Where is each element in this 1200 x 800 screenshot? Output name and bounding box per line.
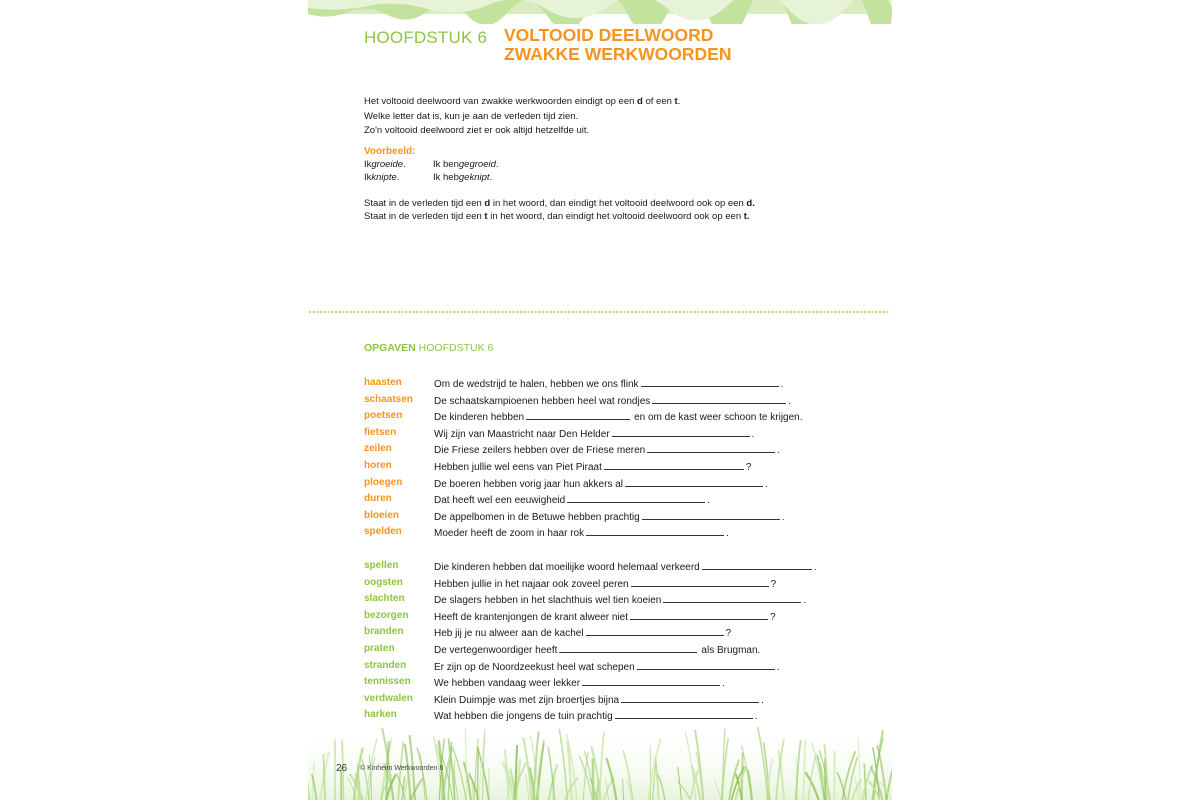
exercise-verb: spelden xyxy=(364,526,402,538)
exercise-sentence-end: . xyxy=(751,428,755,440)
rule-t: Staat in de verleden tijd een t in het woord, dan eindigt het voltooid deelwoord ook op een t. xyxy=(364,211,750,222)
exercise-sentence-end: . xyxy=(781,511,785,523)
answer-blank[interactable] xyxy=(526,409,630,420)
exercise-sentence-end: ? xyxy=(725,628,732,640)
answer-blank[interactable] xyxy=(630,609,768,620)
example-heading: Voorbeeld: xyxy=(364,146,416,157)
rule-d: Staat in de verleden tijd een d in het woord, dan eindigt het voltooid deelwoord ook op een d. xyxy=(364,198,755,209)
exercise-verb: harken xyxy=(364,709,397,721)
footer-copyright: © Kinheim Werkwoorden 8 xyxy=(360,765,444,772)
exercise-verb: bezorgen xyxy=(364,609,409,621)
exercise-sentence-start: Wij zijn van Maastricht naar Den Helder xyxy=(434,428,610,440)
exercise-sentence-end: als Brugman. xyxy=(701,645,761,656)
exercise-verb: tennissen xyxy=(364,676,411,688)
exercise-sentence-start: Moeder heeft de zoom in haar rok xyxy=(434,528,585,540)
answer-blank[interactable] xyxy=(663,592,801,603)
exercise-sentence-end: . xyxy=(722,678,725,690)
exercise-sentence-end: . xyxy=(776,661,780,673)
answer-blank[interactable] xyxy=(612,426,750,437)
exercise-sentence-end: . xyxy=(754,711,758,723)
exercise-sentence-end: ? xyxy=(770,611,776,623)
answer-blank[interactable] xyxy=(637,659,775,670)
exercise-sentence-start: Klein Duimpje was met zijn broertjes bijna xyxy=(434,694,620,706)
exercise-verb: verdwalen xyxy=(364,692,413,704)
exercise-sentence-start: Hebben jullie in het najaar ook zoveel peren xyxy=(434,578,629,590)
exercise-sentence-start: De schaatskampioenen hebben heel wat rondjes xyxy=(434,395,651,407)
exercise-heading: OPGAVEN HOOFDSTUK 6 xyxy=(364,342,494,354)
document-page xyxy=(308,0,892,800)
answer-blank[interactable] xyxy=(625,476,763,487)
exercise-sentence-start: Heeft de krantenjongen de krant alweer niet xyxy=(434,611,629,623)
exercise-sentence xyxy=(434,642,760,658)
exercise-sentence-end: . xyxy=(726,528,729,540)
exercise-sentence xyxy=(434,409,803,425)
answer-blank[interactable] xyxy=(604,459,744,470)
example-row-1: Ikgroeide. Ik bengegroeid. xyxy=(364,159,499,170)
exercise-verb: branden xyxy=(364,626,404,638)
exercise-verb: poetsen xyxy=(364,410,403,422)
exercise-sentence xyxy=(434,509,784,525)
page-number: 26 xyxy=(336,763,348,774)
exercise-sentence-start: Hebben jullie wel eens van Piet Piraat xyxy=(434,462,602,473)
answer-blank[interactable] xyxy=(586,525,724,536)
answer-blank[interactable] xyxy=(582,675,720,686)
exercise-sentence xyxy=(434,659,779,675)
exercise-sentence-end: . xyxy=(813,562,817,573)
exercise-sentence xyxy=(434,393,791,409)
intro-line-3: Zo'n voltooid deelwoord ziet er ook altijd hetzelfde uit. xyxy=(364,125,590,136)
exercise-sentence xyxy=(434,426,754,442)
answer-blank[interactable] xyxy=(647,442,775,453)
bottom-grass-decoration xyxy=(308,725,892,800)
exercise-sentence xyxy=(434,609,776,625)
exercise-sentence-start: Heb jij je nu alweer aan de kachel xyxy=(434,628,584,640)
exercise-sentence-end: . xyxy=(803,595,807,607)
exercise-sentence-start: De kinderen hebben xyxy=(434,412,525,424)
exercise-sentence-start: Die kinderen hebben dat moeilijke woord helemaal verkeerd xyxy=(434,562,700,573)
exercise-verb: fietsen xyxy=(364,426,397,438)
top-grass-decoration xyxy=(308,0,892,24)
exercise-sentence xyxy=(434,692,764,708)
exercise-sentence-start: De appelbomen in de Betuwe hebben prachtig xyxy=(434,511,640,523)
exercise-sentence xyxy=(434,576,776,592)
exercise-verb: bloeien xyxy=(364,509,400,521)
exercise-sentence xyxy=(434,459,751,475)
exercise-sentence-end: ? xyxy=(745,462,752,473)
exercise-verb: praten xyxy=(364,643,395,654)
intro-line-2: Welke letter dat is, kun je aan de verleden tijd zien. xyxy=(364,110,579,122)
exercise-verb: duren xyxy=(364,493,392,505)
intro-paragraph xyxy=(364,95,864,139)
exercise-sentence-end: ? xyxy=(770,578,777,590)
chapter-title xyxy=(504,26,731,64)
exercise-sentence-start: Wat hebben die jongens de tuin prachtig xyxy=(434,711,613,723)
chapter-label: HOOFDSTUK 6 xyxy=(364,28,488,47)
exercise-verb: schaatsen xyxy=(364,393,413,405)
exercise-sentence-start: De slagers hebben in het slachthuis wel tien koeien xyxy=(434,595,662,607)
answer-blank[interactable] xyxy=(559,642,697,653)
exercise-sentence xyxy=(434,559,817,575)
exercise-sentence xyxy=(434,525,729,541)
exercise-sentence-end: . xyxy=(707,495,710,507)
exercise-sentence xyxy=(434,492,710,508)
chapter-title-line2: ZWAKKE WERKWOORDEN xyxy=(504,44,732,64)
exercise-verb: spellen xyxy=(364,560,399,571)
exercise-sentence-end: . xyxy=(780,379,784,390)
exercise-sentence-end: . xyxy=(761,694,764,706)
exercise-verb: horen xyxy=(364,460,392,471)
exercise-sentence-start: Om de wedstrijd te halen, hebben we ons flink xyxy=(434,379,639,390)
exercise-sentence-end: . xyxy=(788,395,792,407)
exercise-sentence-start: De vertegenwoordiger heeft xyxy=(434,645,558,656)
exercise-sentence xyxy=(434,675,725,691)
exercise-verb: slachten xyxy=(364,593,405,605)
example-row-2: Ikknipte. Ik hebgeknipt. xyxy=(364,172,493,183)
answer-blank[interactable] xyxy=(615,708,753,719)
answer-blank[interactable] xyxy=(621,692,759,703)
chapter-title-line1: VOLTOOID DEELWOORD xyxy=(504,25,714,45)
exercise-sentence-end: . xyxy=(777,445,780,457)
answer-blank[interactable] xyxy=(631,576,769,587)
exercise-sentence-start: Dat heeft wel een eeuwigheid xyxy=(434,495,566,507)
answer-blank[interactable] xyxy=(567,492,705,503)
answer-blank[interactable] xyxy=(642,509,780,520)
exercise-sentence xyxy=(434,625,731,641)
answer-blank[interactable] xyxy=(641,376,779,387)
exercise-sentence-start: Er zijn op de Noordzeekust heel wat schepen xyxy=(434,661,635,673)
exercise-sentence xyxy=(434,442,780,458)
exercise-sentence-end: en om de kast weer schoon te krijgen. xyxy=(634,412,803,424)
exercise-sentence-start: Die Friese zeilers hebben over de Friese meren xyxy=(434,445,646,457)
exercise-sentence-start: De boeren hebben vorig jaar hun akkers al xyxy=(434,478,624,490)
answer-blank[interactable] xyxy=(702,559,812,570)
exercise-verb: oogsten xyxy=(364,576,403,588)
exercise-verb: haasten xyxy=(364,377,402,388)
exercise-sentence-start: We hebben vandaag weer lekker xyxy=(434,678,581,690)
answer-blank[interactable] xyxy=(652,393,786,404)
exercise-sentence xyxy=(434,592,806,608)
exercise-sentence xyxy=(434,376,783,392)
exercise-sentence-end: . xyxy=(765,478,768,490)
answer-blank[interactable] xyxy=(586,625,724,636)
exercise-sentence xyxy=(434,476,768,492)
exercise-verb: stranden xyxy=(364,659,407,671)
intro-line-1: Het voltooid deelwoord van zwakke werkwoorden eindigt op een d of een t. xyxy=(364,96,681,107)
exercise-verb: ploegen xyxy=(364,476,403,488)
exercise-verb: zeilen xyxy=(364,443,392,455)
exercise-sentence xyxy=(434,708,757,724)
section-divider xyxy=(308,310,892,314)
